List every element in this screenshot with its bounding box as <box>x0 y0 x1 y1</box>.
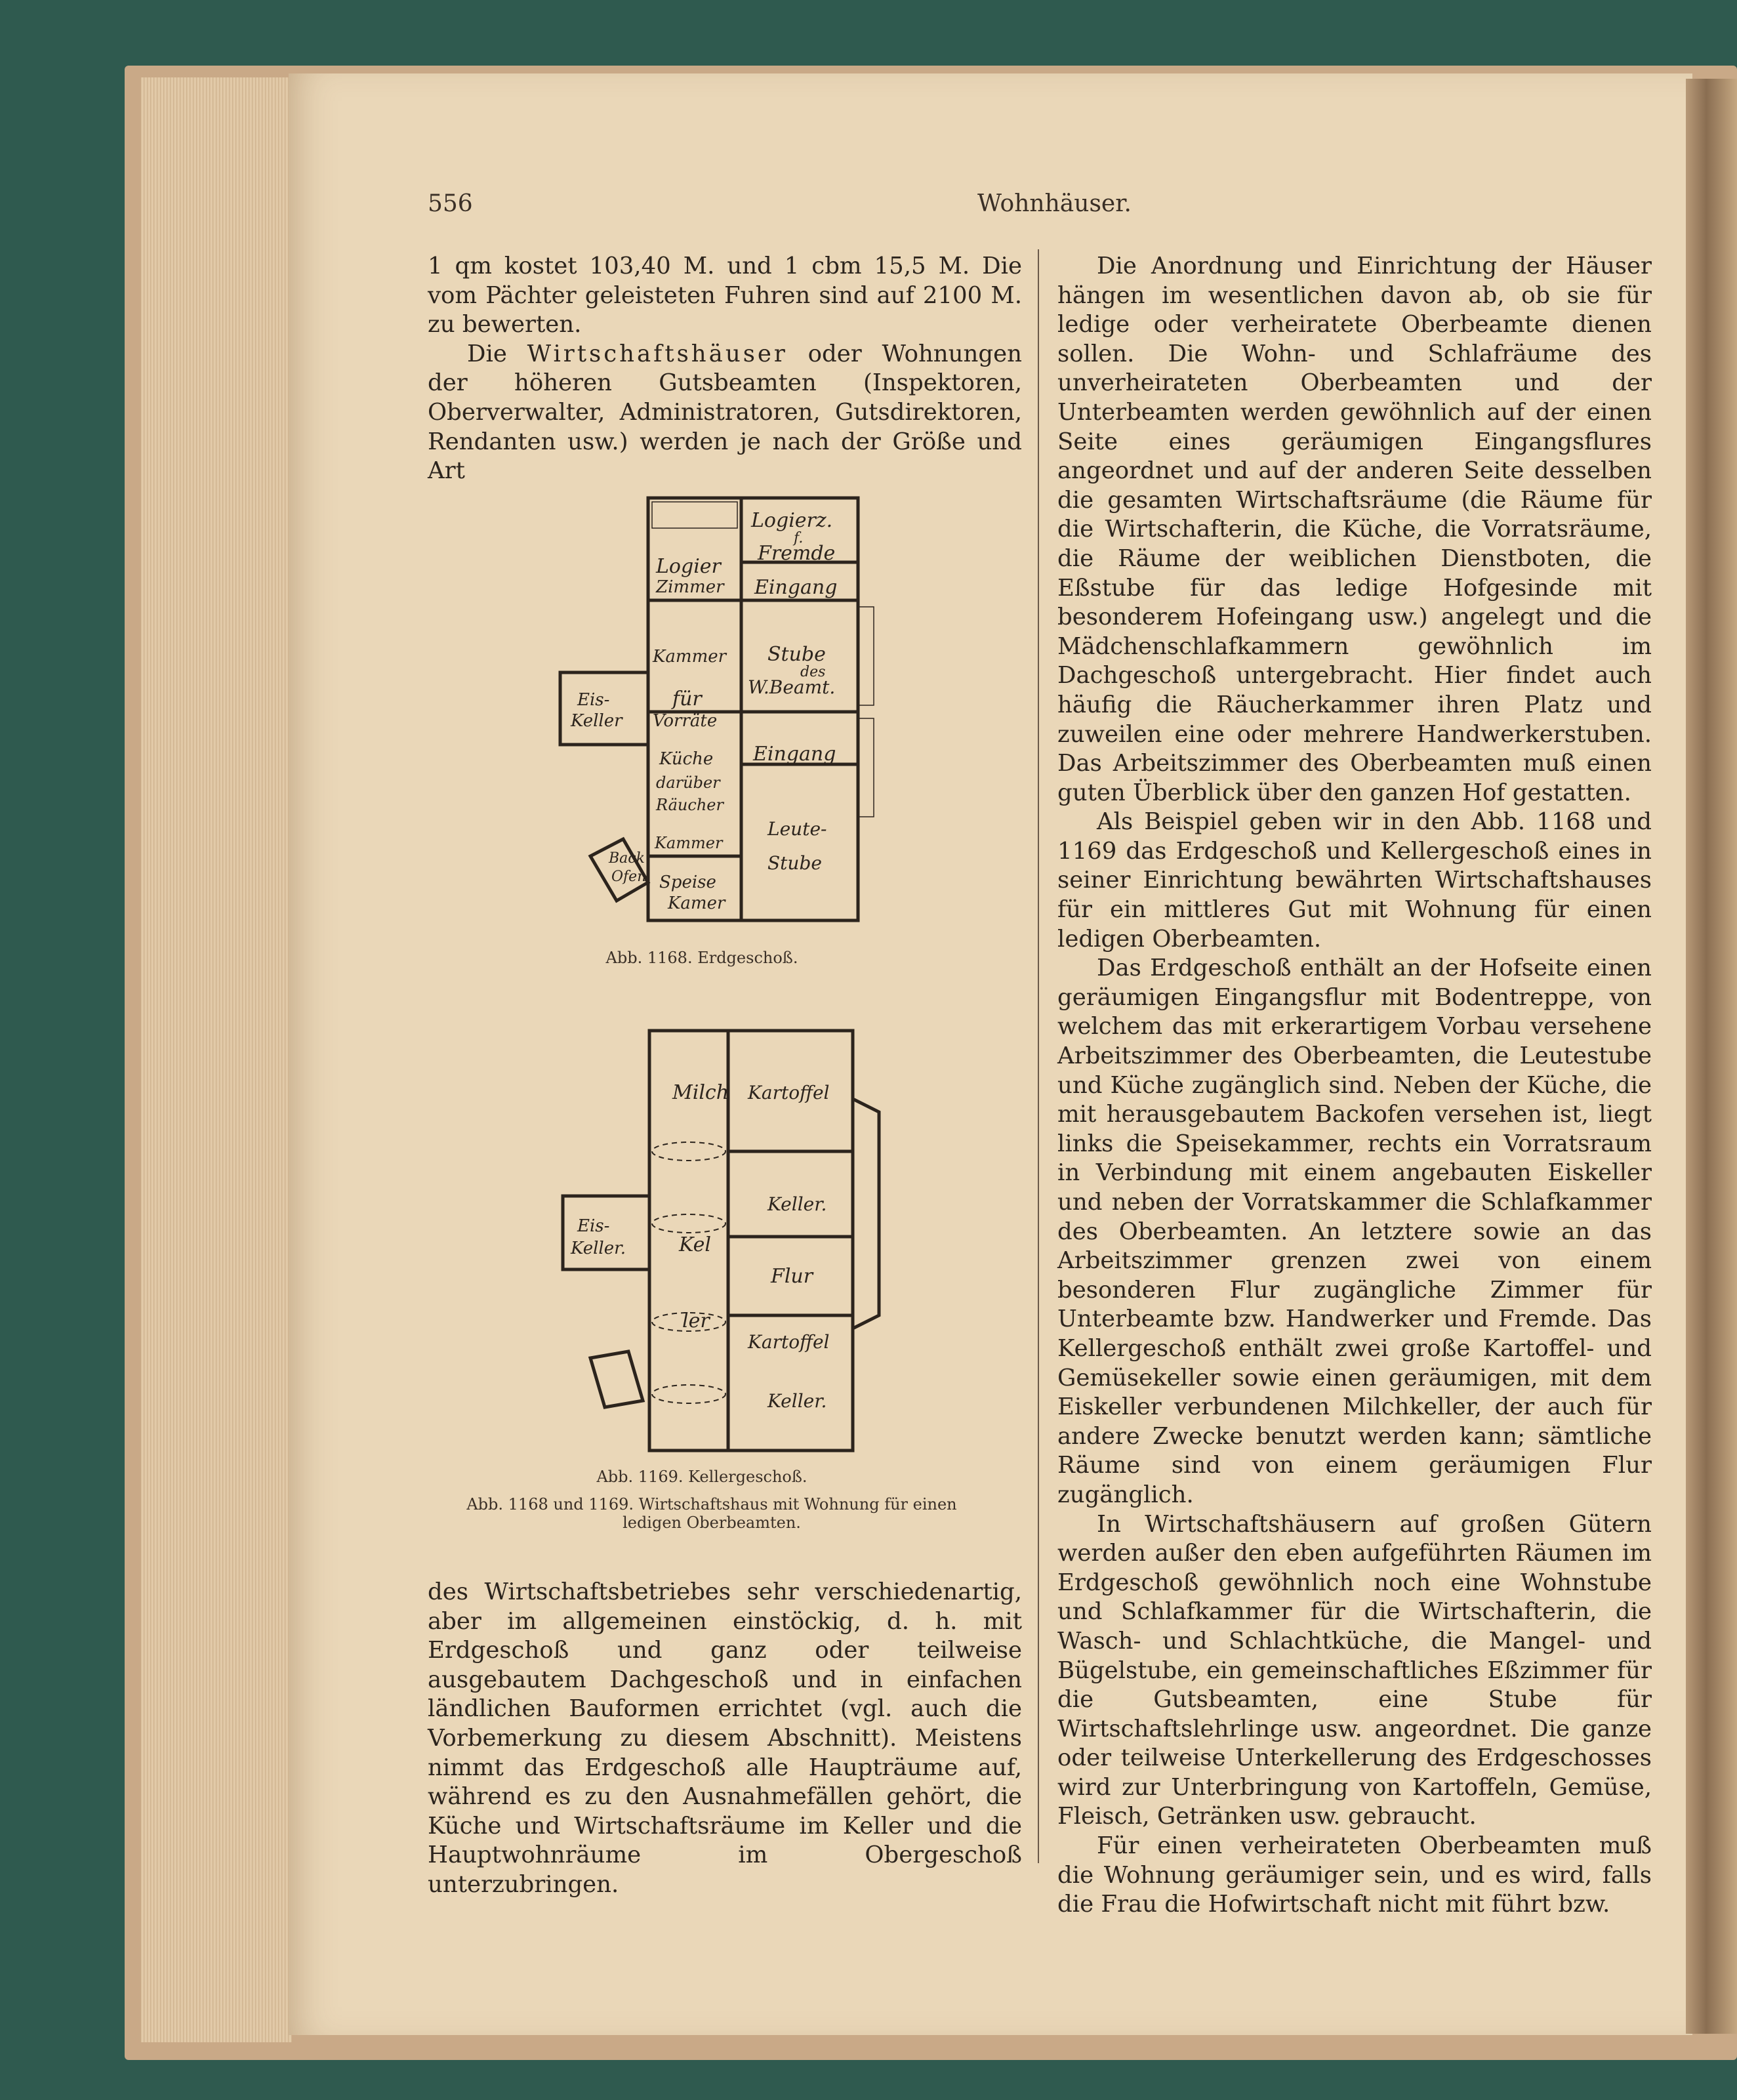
room-label: Keller <box>571 711 623 731</box>
room-label: Stube <box>767 643 826 666</box>
book-gutter <box>1686 79 1737 2034</box>
page-number: 556 <box>428 190 473 217</box>
floor-plan-erdgeschoss <box>551 489 892 935</box>
room-label: Kartoffel <box>748 1331 830 1353</box>
room-label: Fremde <box>758 542 836 565</box>
room-label: Logier <box>656 555 721 578</box>
room-label: Keller. <box>767 1390 827 1412</box>
room-label: f. <box>794 530 804 546</box>
room-label: Kammer <box>655 834 723 852</box>
right-column <box>1057 252 1652 1920</box>
room-label: Kamer <box>668 894 725 913</box>
room-label: Keller. <box>767 1193 827 1215</box>
emphasized-term: Wirtschaftshäuser <box>527 340 788 367</box>
figure-caption-1169: Abb. 1169. Kellergeschoß. <box>596 1468 807 1486</box>
room-label: Eingang <box>753 743 836 766</box>
room-label: Eingang <box>754 576 838 599</box>
room-label: Speise <box>659 873 716 892</box>
room-label: Back <box>609 850 645 867</box>
paragraph: des Wirtschaftsbetriebes sehr verschiedenartig, aber im allgemeinen einstöckig, d. h. mit Erdgeschoß und ganz oder teilweise ausgebautem Dachgeschoß und in einfachen ländlichen Bauformen errichtet (vgl. auch die Vorbemerkung zu diesem Abschnitt). Meistens nimmt das Erdgeschoß alle Haupträume auf, während es zu den Ausnahmefällen gehört, die Küche und Wirtschaftsräume im Keller und die Hauptwohnräume im Obergeschoß unterzubringen. <box>428 1578 1022 1898</box>
room-label: darüber <box>656 773 720 792</box>
paragraph: Als Beispiel geben wir in den Abb. 1168 und 1169 das Erdgeschoß und Kellergeschoß eines in seiner Einrichtung bewährten Wirtschaftshauses für ein mittleres Gut mit Wohnung für einen ledigen Oberbeamten. <box>1057 808 1652 953</box>
paragraph: 1 qm kostet 103,40 M. und 1 cbm 15,5 M. Die vom Pächter geleisteten Fuhren sind auf 2100 M. zu bewerten. <box>428 253 1022 339</box>
page-stack <box>141 77 292 2042</box>
room-label: des <box>800 664 826 680</box>
room-label: Zimmer <box>656 577 724 597</box>
room-label: Leute- <box>767 818 827 840</box>
room-label: Logierz. <box>751 509 833 532</box>
floor-plan-kellergeschoss <box>551 1020 892 1453</box>
running-head: Wohnhäuser. <box>977 190 1132 217</box>
room-label: Räucher <box>656 796 724 814</box>
room-label: Kammer <box>653 647 727 667</box>
room-label: Kartoffel <box>748 1082 830 1103</box>
room-label: für <box>672 688 702 710</box>
room-label: W.Beamt. <box>748 676 836 698</box>
room-label: Ofen <box>611 869 647 885</box>
room-label: Eis- <box>577 690 610 710</box>
room-label: Küche <box>659 749 714 769</box>
column-divider <box>1038 249 1039 1863</box>
room-label: Keller. <box>571 1239 626 1258</box>
paragraph: In Wirtschaftshäusern auf großen Gütern werden außer den eben aufgeführten Räumen im Erdgeschoß gewöhnlich noch eine Wohnstube und Schlafkammer für die Wirtschafterin, die Wasch- und Schlachtküche, die Mangel- und Bügelstube, ein gemeinschaftliches Eßzimmer für die Gutsbeamten, eine Stube für Wirtschaftslehrlinge usw. angeordnet. Die ganze oder teilweise Unterkellerung des Erdgeschosses wird zur Unterbringung von Kartoffeln, Gemüse, Fleisch, Getränken usw. gebraucht. <box>1057 1510 1652 1830</box>
left-column-top <box>428 252 1022 486</box>
left-column-bottom <box>428 1578 1022 1900</box>
room-label: Vorräte <box>653 711 718 731</box>
figure-caption-1168: Abb. 1168. Erdgeschoß. <box>605 949 798 967</box>
figure-caption-joint: Abb. 1168 und 1169. Wirtschaftshaus mit Wohnung für einen ledigen Oberbeamten. <box>466 1495 957 1532</box>
room-label: Stube <box>767 852 822 874</box>
room-label: ler <box>682 1309 710 1332</box>
paragraph: Die Anordnung und Einrichtung der Häuser hängen im wesentlichen davon ab, ob sie für ledige oder verheiratete Oberbeamte dienen sollen. Die Wohn- und Schlafräume des unverheirateten Oberbeamten und der Unterbeamten werden gewöhnlich auf der einen Seite eines geräumigen Eingangsflures angeordnet und auf der anderen Seite desselben die gesamten Wirtschaftsräume (die Räume für die Wirtschafterin, die Küche, die Vorratsräume, die Räume der weiblichen Dienstboten, die Eßstube für das ledige Hofgesinde mit besonderem Hofeingang usw.) angelegt und die Mädchenschlafkammern gewöhnlich im Dachgeschoß untergebracht. Hier findet auch häufig die Räucherkammer ihren Platz und zuweilen eine oder mehrere Handwerkerstuben. Das Arbeitszimmer des Oberbeamten muß einen guten Überblick über den ganzen Hof gestatten. <box>1057 253 1652 806</box>
room-label: Milch <box>672 1081 729 1104</box>
room-label: Flur <box>771 1265 813 1288</box>
room-label: Kel <box>679 1233 711 1256</box>
paragraph: Die Wirtschaftshäuser oder Wohnungen der höheren Gutsbeamten (Inspektoren, Oberverwalter, Administratoren, Gutsdirektoren, Rendanten usw.) werden je nach der Größe und Art <box>428 340 1022 485</box>
room-label: Eis- <box>577 1216 610 1236</box>
paragraph: Das Erdgeschoß enthält an der Hofseite einen geräumigen Eingangsflur mit Bodentreppe, von welchem das mit erkerartigem Vorbau versehene Arbeitszimmer des Oberbeamten, die Leutestube und Küche zugänglich sind. Neben der Küche, die mit herausgebautem Backofen versehen ist, liegt links die Speisekammer, rechts ein Vorratsraum in Verbindung mit einem angebauten Eiskeller und neben der Vorratskammer die Schlafkammer des Oberbeamten. An letztere sowie an das Arbeitszimmer grenzen zwei von einem besonderen Flur zugängliche Zimmer für Unterbeamte bzw. Handwerker und Fremde. Das Kellergeschoß enthält zwei große Kartoffel- und Gemüsekeller sowie einen geräumigen, mit dem Eiskeller verbundenen Milchkeller, der auch für andere Zwecke benutzt werden kann; sämtliche Räume sind von einem geräumigen Flur zugänglich. <box>1057 955 1652 1508</box>
paragraph: Für einen verheirateten Oberbeamten muß die Wohnung geräumiger sein, und es wird, falls die Frau die Hofwirtschaft nicht mit führt bzw. <box>1057 1832 1652 1918</box>
